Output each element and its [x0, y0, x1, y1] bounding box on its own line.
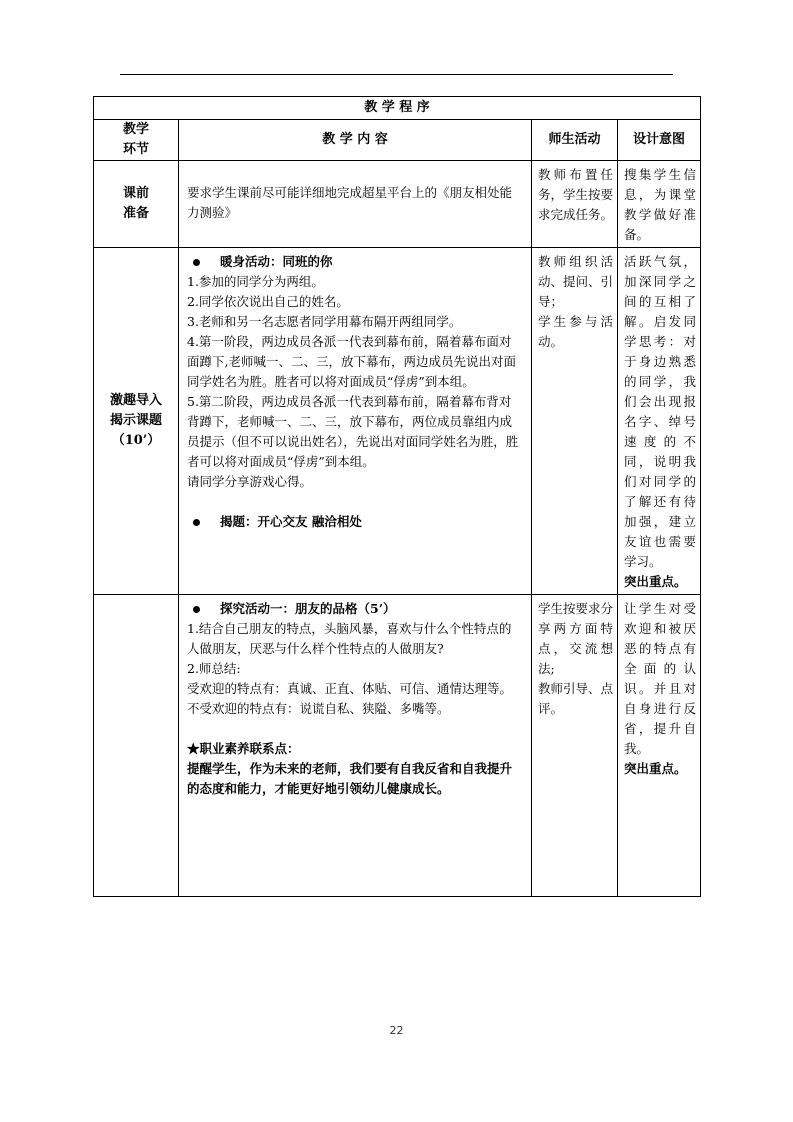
activity-cell: 教师布置任务，学生按要求完成任务。 — [532, 161, 618, 248]
column-header-row — [94, 120, 701, 161]
intent-cell: 让学生对受欢迎和被厌恶的特点有全面的认识。并且对自身进行反省，提升自我。 突出重点。 — [618, 595, 701, 897]
column-header-intent: 设计意图 — [618, 120, 701, 161]
bullet-heading: 揭题：开心交友 融洽相处 — [187, 512, 523, 532]
column-header-stage: 教学 环节 — [94, 120, 179, 161]
column-header-activity: 师生活动 — [532, 120, 618, 161]
bullet-heading: 暖身活动：同班的你 — [187, 252, 523, 272]
content-cell: 要求学生课前尽可能详细地完成超星平台上的《朋友相处能力测验》 — [179, 161, 532, 248]
stage-cell: 课前 准备 — [94, 161, 179, 248]
activity-cell: 教师组织活动、提问、引导； 学生参与活动。 — [532, 248, 618, 595]
page-number: 22 — [389, 1024, 404, 1037]
lesson-plan-table — [93, 96, 701, 897]
bullet-dot-icon — [193, 606, 200, 613]
intent-cell: 活跃气氛，加深同学之间的互相了解。启发同学思考：对于身边熟悉的同学，我们会出现报名字、绰号速度的不同，说明我们对同学的了解还有待加强，建立友谊也需要学习。 突出重点。 — [618, 248, 701, 595]
header-rule — [120, 74, 673, 75]
stage-cell: 激趣导入 揭示课题 （10’） — [94, 248, 179, 595]
table-row — [94, 248, 701, 595]
content-cell: 探究活动一：朋友的品格（5’） 1.结合自己朋友的特点，头脑风暴，喜欢与什么个性特点的人做朋友，厌恶与什么样个性特点的人做朋友? 2.师总结: 受欢迎的特点有：真诚、正直、体贴、可信、通情达理等。不受欢迎的特点有：说谎自私、狭隘、多嘴等。 ★职业素养联系点： 提醒学生，作为未来的老师，我们要有自我反省和自我提升的态度和能力，才能更好地引领幼儿健康成长。 — [179, 595, 532, 897]
bullet-heading: 探究活动一：朋友的品格（5’） — [187, 599, 523, 619]
bullet-dot-icon — [193, 259, 200, 266]
table-title: 教 学 程 序 — [94, 97, 701, 120]
column-header-content: 教 学 内 容 — [179, 120, 532, 161]
table-row — [94, 595, 701, 897]
stage-cell — [94, 595, 179, 897]
content-cell: 暖身活动：同班的你 1.参加的同学分为两组。 2.同学依次说出自己的姓名。 3.老师和另一名志愿者同学用幕布隔开两组同学。 4.第一阶段，两边成员各派一代表到幕布前，隔着幕布面对面蹲下,老师喊一、二、三，放下幕布，两边成员先说出对面同学姓名为胜。胜者可以将对面成员“俘虏”到本组。 5.第二阶段，两边成员各派一代表到幕布前，隔着幕布背对背蹲下，老师喊一、二、三，放下幕布，两位成员靠组内成员提示（但不可以说出姓名），先说出对面同学姓名为胜，胜者可以将对面成员“俘虏”到本组。 请同学分享游戏心得。 揭题：开心交友 融洽相处 — [179, 248, 532, 595]
emphasis-title: ★职业素养联系点： — [187, 741, 300, 756]
table-row — [94, 161, 701, 248]
emphasis-text: 提醒学生，作为未来的老师，我们要有自我反省和自我提升的态度和能力，才能更好地引领幼儿健康成长。 — [187, 761, 513, 796]
activity-cell: 学生按要求分享两方面特点，交流想法; 教师引导、点评。 — [532, 595, 618, 897]
intent-cell: 搜集学生信息，为课堂教学做好准备。 — [618, 161, 701, 248]
bullet-dot-icon — [193, 519, 200, 526]
